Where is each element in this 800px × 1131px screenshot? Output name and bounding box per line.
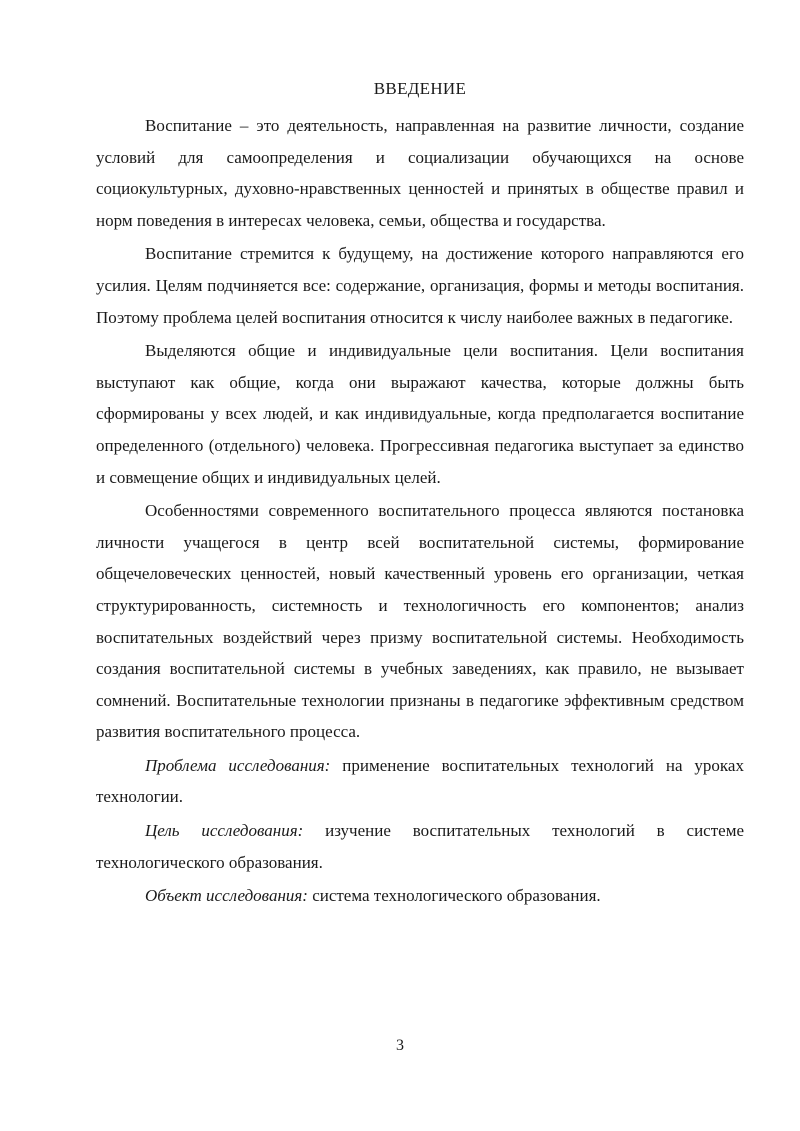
document-page xyxy=(96,74,744,915)
research-object-text: система технологического образования. xyxy=(307,886,601,906)
paragraph-definition: Воспитание – это деятельность, направленная на развитие личности, создание условий для самоопределения и социализации обучающихся на основе социокультурных, духовно-нравственных ценностей и принятых в обществе правил и норм поведения в интересах человека, семьи, общества и государства. xyxy=(96,116,744,230)
research-object-label: Объект исследования: xyxy=(145,886,308,906)
section-title: ВВЕДЕНИЕ xyxy=(373,79,467,98)
research-goal xyxy=(96,815,744,878)
research-problem xyxy=(96,750,744,813)
page-number: 3 xyxy=(396,1037,404,1054)
research-problem-text: применение воспитательных технологий на уроках технологии. xyxy=(96,755,744,807)
research-goal-text: изучение воспитательных технологий в системе технологического образования. xyxy=(96,821,744,872)
research-problem-label: Проблема исследования: xyxy=(145,755,331,775)
paragraph-goals-future: Воспитание стремится к будущему, на достижение которого направляются его усилия. Целям подчиняется все: содержание, организация, формы и методы воспитания. Поэтому проблема целей воспитания относится к числу наиболее важных в педагогике. xyxy=(96,244,744,327)
paragraph-modern-process: Особенностями современного воспитательного процесса являются постановка личности учащегося в центр всей воспитательной системы, формирование общечеловеческих ценностей, новый качественный уровень его организации, четкая структурированность, системность и технологичность его компонентов; анализ воспитательных воздействий через призму воспитательной системы. Необходимость создания воспитательной системы в учебных заведениях, как правило, не вызывает сомнений. Воспитательные технологии признаны в педагогике эффективным средством развития воспитательного процесса. xyxy=(96,501,744,742)
paragraph-general-individual-goals: Выделяются общие и индивидуальные цели воспитания. Цели воспитания выступают как общие, когда они выражают качества, которые должны быть сформированы у всех людей, и как индивидуальные, когда предполагается воспитание определенного (отдельного) человека. Прогрессивная педагогика выступает за единство и совмещение общих и индивидуальных целей. xyxy=(96,341,744,487)
research-goal-label: Цель исследования: xyxy=(145,821,304,841)
research-object xyxy=(96,880,744,912)
